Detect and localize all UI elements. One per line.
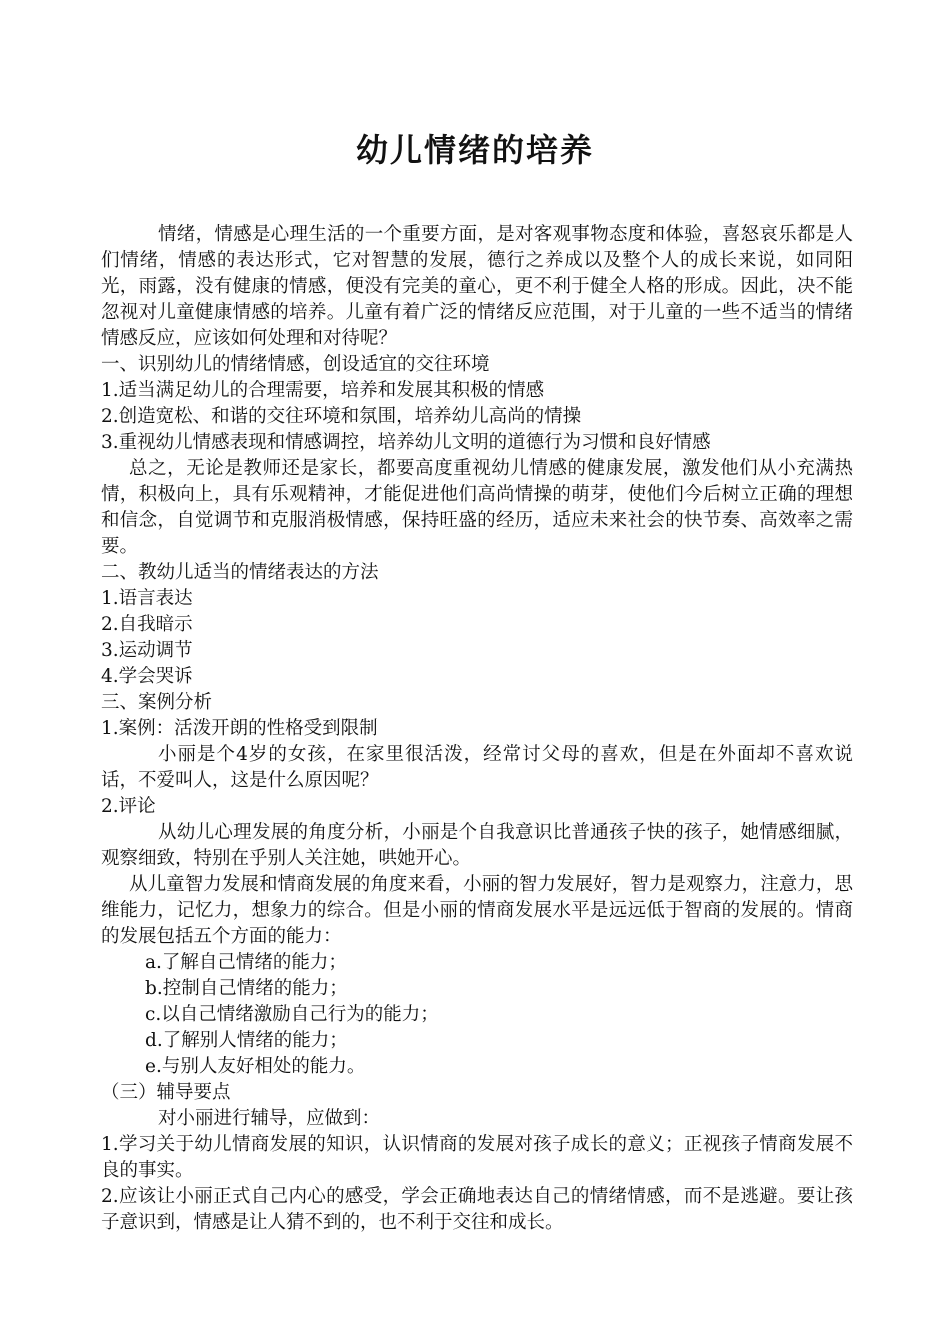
list-item: 1.语言表达 bbox=[101, 588, 193, 609]
section-heading-2: 二、教幼儿适当的情绪表达的方法 bbox=[101, 562, 379, 583]
guidance-item: 1.学习关于幼儿情商发展的知识，认识情商的发展对孩子成长的意义；正视孩子情商发展不良的事实。 bbox=[101, 1134, 853, 1181]
case-heading: 1.案例：活泼开朗的性格受到限制 bbox=[101, 718, 378, 739]
list-item: 3.重视幼儿情感表现和情感调控，培养幼儿文明的道德行为习惯和良好情感 bbox=[101, 432, 711, 453]
comment-paragraph: 从儿童智力发展和情商发展的角度来看，小丽的智力发展好，智力是观察力，注意力，思维能力，记忆力，想象力的综合。但是小丽的情商发展水平是远远低于智商的发展的。情商的发展包括五个方面的能力： bbox=[101, 874, 853, 947]
section-heading-1: 一、识别幼儿的情绪情感，创设适宜的交往环境 bbox=[101, 354, 490, 375]
list-item: 3.运动调节 bbox=[101, 640, 193, 661]
list-item: 4.学会哭诉 bbox=[101, 666, 193, 687]
comment-heading: 2.评论 bbox=[101, 796, 156, 817]
list-item: 1.适当满足幼儿的合理需要，培养和发展其积极的情感 bbox=[101, 380, 545, 401]
guidance-item: 2.应该让小丽正式自己内心的感受，学会正确地表达自己的情绪情感，而不是逃避。要让孩子意识到，情感是让人猜不到的，也不利于交往和成长。 bbox=[101, 1186, 853, 1233]
guidance-heading: （三）辅导要点 bbox=[101, 1082, 231, 1103]
list-item: 2.创造宽松、和谐的交往环境和氛围，培养幼儿高尚的情操 bbox=[101, 406, 582, 427]
case-paragraph: 小丽是个4岁的女孩，在家里很活泼，经常讨父母的喜欢，但是在外面却不喜欢说话，不爱叫人，这是什么原因呢？ bbox=[101, 744, 853, 791]
section-heading-3: 三、案例分析 bbox=[101, 692, 213, 713]
ability-item: b.控制自己情绪的能力； bbox=[145, 978, 348, 999]
ability-item: d.了解别人情绪的能力； bbox=[145, 1030, 348, 1051]
page-title: 幼儿情绪的培养 bbox=[355, 131, 594, 169]
ability-item: e.与别人友好相处的能力。 bbox=[145, 1056, 366, 1077]
guidance-intro: 对小丽进行辅导，应做到： bbox=[158, 1108, 381, 1129]
list-item: 2.自我暗示 bbox=[101, 614, 193, 635]
ability-item: c.以自己情绪激励自己行为的能力； bbox=[145, 1004, 439, 1025]
document-body bbox=[101, 222, 853, 1236]
intro-paragraph: 情绪，情感是心理生活的一个重要方面，是对客观事物态度和体验，喜怒哀乐都是人们情绪，情感的表达形式，它对智慧的发展，德行之养成以及整个人的成长来说，如同阳光，雨露，没有健康的情感，便没有完美的童心，更不利于健全人格的形成。因此，决不能忽视对儿童健康情感的培养。儿童有着广泛的情绪反应范围，对于儿童的一些不适当的情绪情感反应，应该如何处理和对待呢？ bbox=[101, 224, 853, 349]
summary-paragraph: 总之，无论是教师还是家长，都要高度重视幼儿情感的健康发展，激发他们从小充满热情，积极向上，具有乐观精神，才能促进他们高尚情操的萌芽，使他们今后树立正确的理想和信念，自觉调节和克服消极情感，保持旺盛的经历，适应未来社会的快节奏、高效率之需要。 bbox=[101, 458, 853, 557]
ability-item: a.了解自己情绪的能力； bbox=[145, 952, 347, 973]
comment-paragraph: 从幼儿心理发展的角度分析，小丽是个自我意识比普通孩子快的孩子，她情感细腻，观察细致，特别在乎别人关注她，哄她开心。 bbox=[101, 822, 853, 869]
